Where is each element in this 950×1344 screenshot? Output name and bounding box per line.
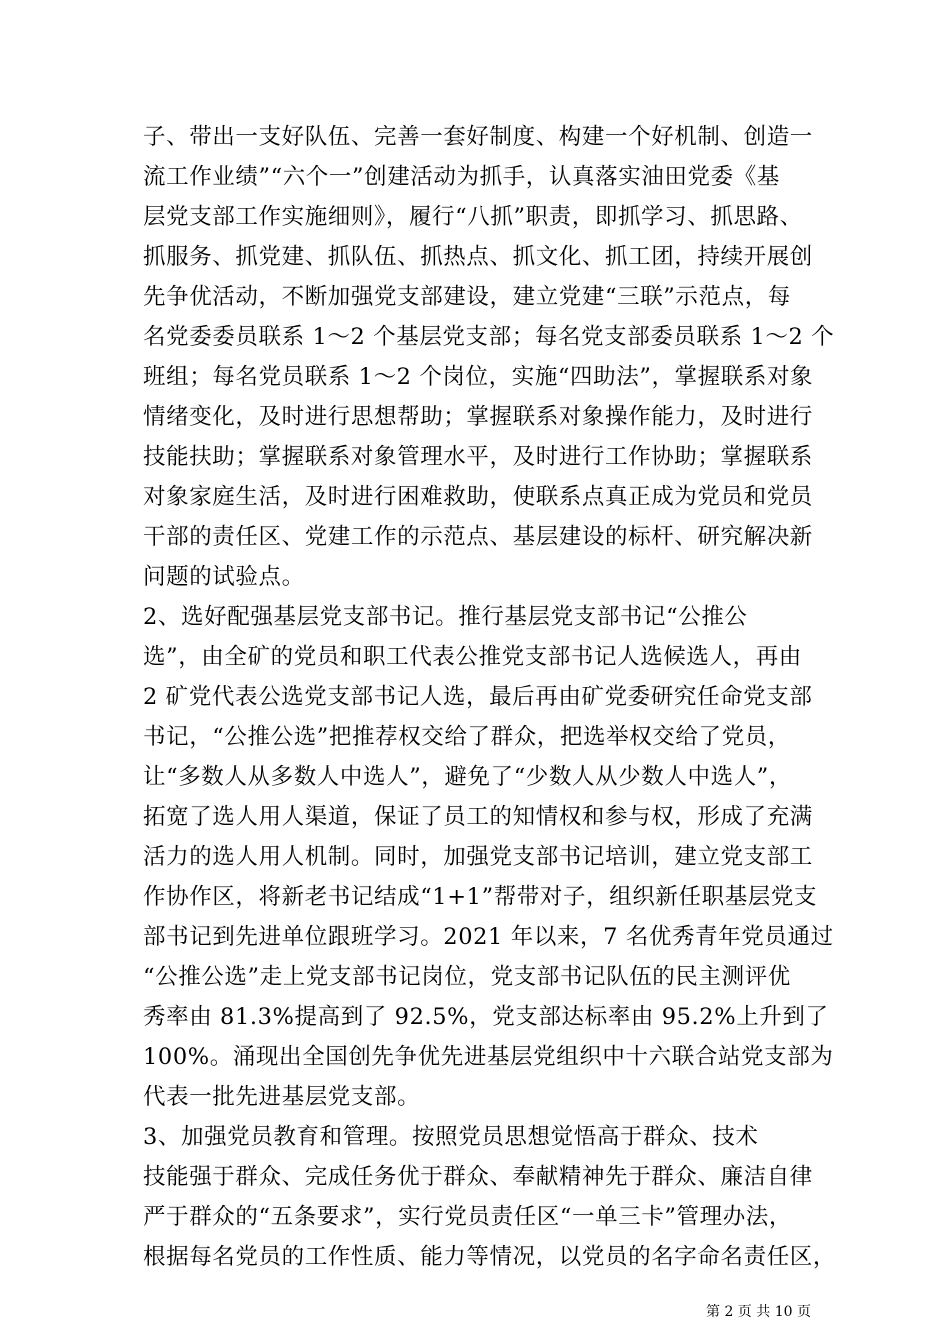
text-line: 部书记到先进单位跟班学习。2021 年以来，7 名优秀青年党员通过 <box>143 924 834 950</box>
text-line: 子、带出一支好队伍、完善一套好制度、构建一个好机制、创造一 <box>143 124 813 150</box>
text-line: 2 矿党代表公选党支部书记人选，最后再由矿党委研究任命党支部 <box>143 684 813 710</box>
text-line: 代表一批先进基层党支部。 <box>143 1084 421 1110</box>
text-line: 秀率由 81.3%提高到了 92.5%，党支部达标率由 95.2%上升到了 <box>143 1004 829 1030</box>
text-line: 严于群众的“五条要求”，实行党员责任区“一单三卡”管理办法， <box>143 1204 793 1230</box>
text-line: 技能扶助；掌握联系对象管理水平，及时进行工作协助；掌握联系 <box>143 444 813 470</box>
text-line: 技能强于群众、完成任务优于群众、奉献精神先于群众、廉洁自律 <box>143 1164 813 1190</box>
text-line: 对象家庭生活，及时进行困难救助，使联系点真正成为党员和党员 <box>143 484 813 510</box>
text-line: 情绪变化，及时进行思想帮助；掌握联系对象操作能力，及时进行 <box>143 404 813 430</box>
text-line: “公推公选”走上党支部书记岗位，党支部书记队伍的民主测评优 <box>143 964 791 990</box>
text-line: 2、选好配强基层党支部书记。推行基层党支部书记“公推公 <box>143 604 748 630</box>
text-line: 先争优活动，不断加强党支部建设，建立党建“三联”示范点，每 <box>143 284 791 310</box>
text-line: 选”，由全矿的党员和职工代表公推党支部书记人选候选人，再由 <box>143 644 802 670</box>
text-line: 层党支部工作实施细则》，履行“八抓”职责，即抓学习、抓思路、 <box>143 204 803 230</box>
text-line: 拓宽了选人用人渠道，保证了员工的知情权和参与权，形成了充满 <box>143 804 813 830</box>
text-line: 干部的责任区、党建工作的示范点、基层建设的标杆、研究解决新 <box>143 524 813 550</box>
text-line: 流工作业绩”“六个一”创建活动为抓手，认真落实油田党委《基 <box>143 164 780 190</box>
text-line: 让“多数人从多数人中选人”，避免了“少数人从少数人中选人”， <box>143 764 793 790</box>
text-line: 书记，“公推公选”把推荐权交给了群众，把选举权交给了党员， <box>143 724 791 750</box>
text-line: 活力的选人用人机制。同时，加强党支部书记培训，建立党支部工 <box>143 844 813 870</box>
text-line: 3、加强党员教育和管理。按照党员思想觉悟高于群众、技术 <box>143 1124 759 1150</box>
text-line: 抓服务、抓党建、抓队伍、抓热点、抓文化、抓工团，持续开展创 <box>143 244 813 270</box>
page-number: 第 2 页 共 10 页 <box>706 1304 811 1320</box>
text-line: 根据每名党员的工作性质、能力等情况，以党员的名字命名责任区， <box>143 1244 837 1270</box>
text-line: 班组；每名党员联系 1～2 个岗位，实施“四助法”，掌握联系对象 <box>143 364 814 390</box>
text-line: 名党委委员联系 1～2 个基层党支部；每名党支部委员联系 1～2 个 <box>143 324 835 350</box>
text-line: 作协作区，将新老书记结成“1+1”帮带对子，组织新任职基层党支 <box>143 884 818 910</box>
text-line: 100%。涌现出全国创先争优先进基层党组织中十六联合站党支部为 <box>143 1044 834 1070</box>
text-line: 问题的试验点。 <box>143 564 305 590</box>
